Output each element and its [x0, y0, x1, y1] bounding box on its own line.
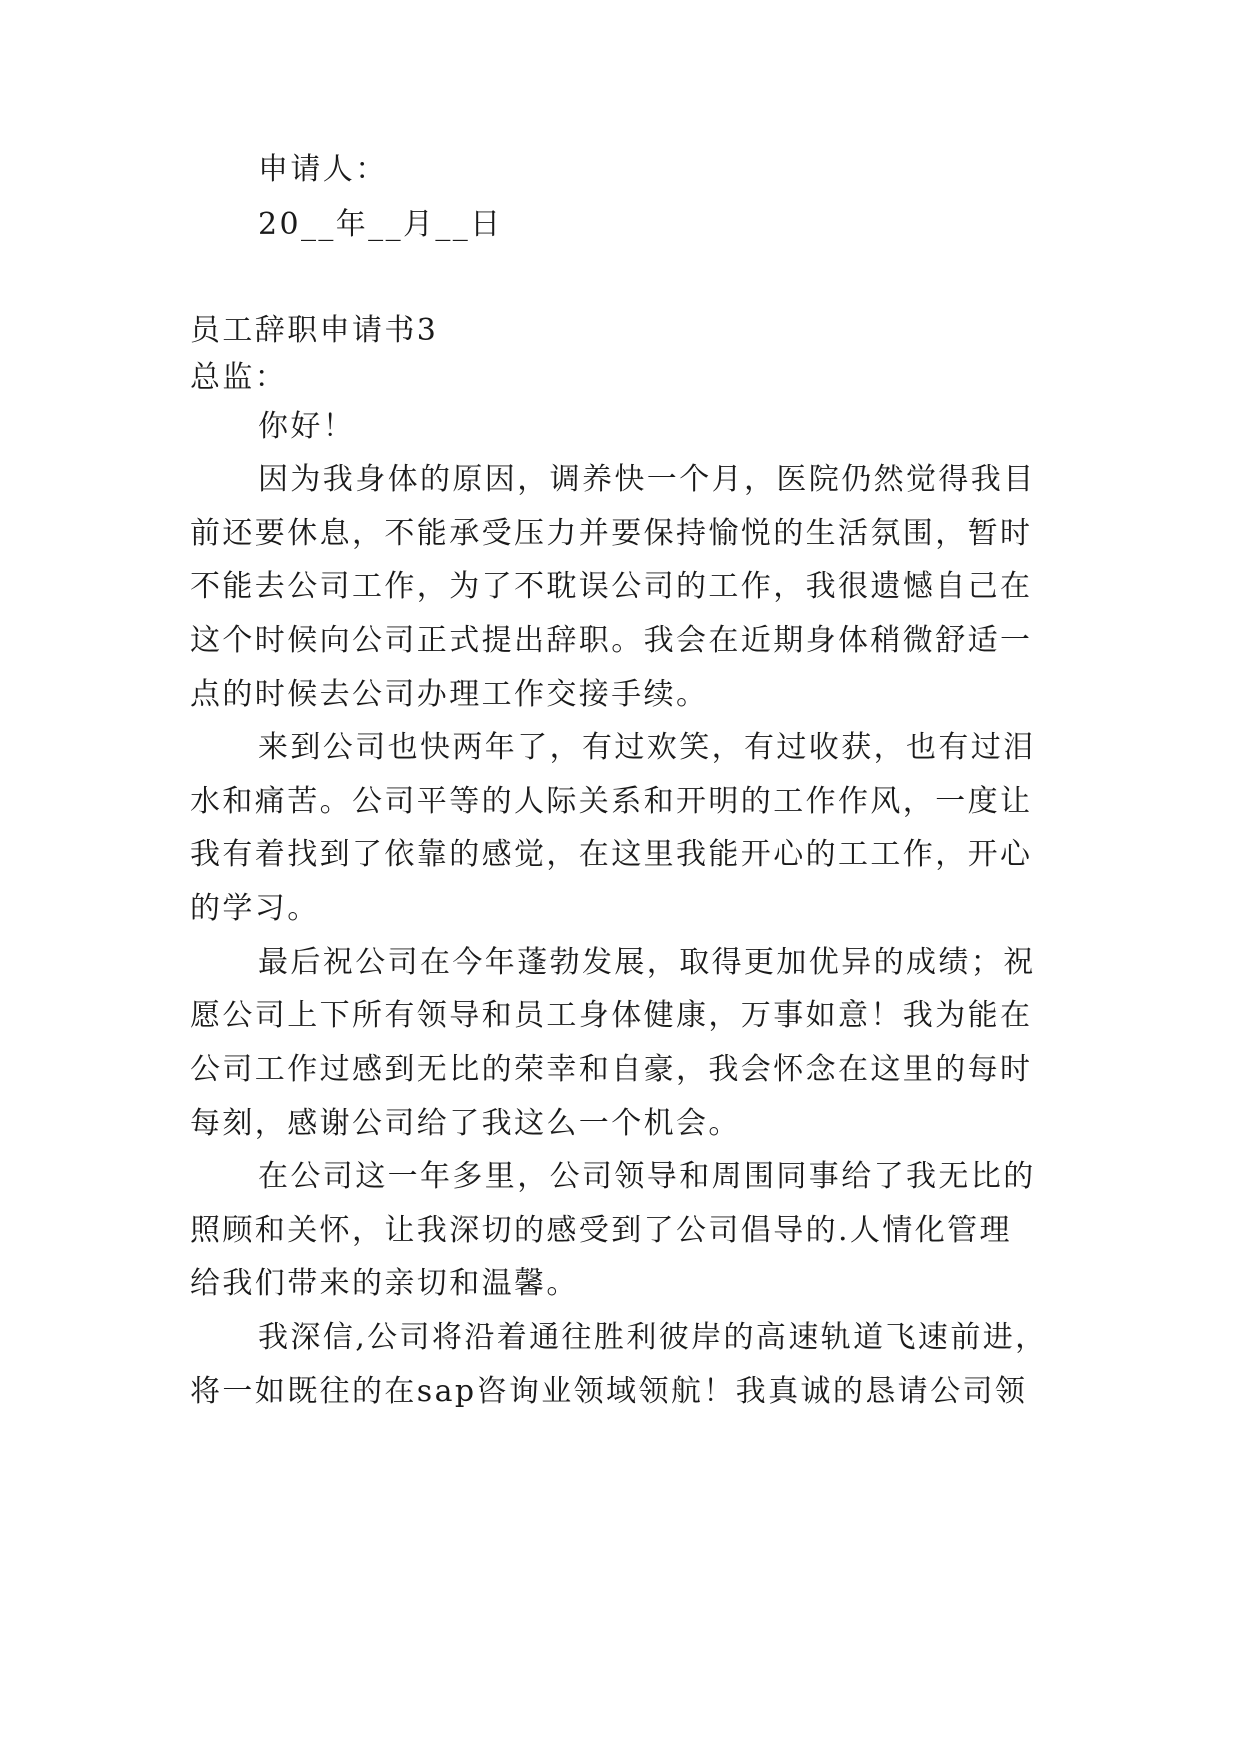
greeting: 你好！	[258, 409, 356, 444]
body-line: 最后祝公司在今年蓬勃发展，取得更加优异的成绩；祝	[258, 945, 1036, 980]
date-line: 20__年__月__日	[258, 207, 503, 242]
body-line: 水和痛苦。公司平等的人际关系和开明的工作作风，一度让	[190, 784, 1033, 819]
body-line: 前还要休息，不能承受压力并要保持愉悦的生活氛围，暂时	[190, 516, 1033, 551]
body-line: 愿公司上下所有领导和员工身体健康，万事如意！我为能在	[190, 998, 1033, 1033]
body-line: 点的时候去公司办理工作交接手续。	[190, 677, 709, 712]
body-line: 在公司这一年多里，公司领导和周围同事给了我无比的	[258, 1159, 1036, 1194]
body-line: 将一如既往的在sap咨询业领域领航！我真诚的恳请公司领	[190, 1374, 1028, 1409]
body-line: 每刻，感谢公司给了我这么一个机会。	[190, 1106, 741, 1141]
body-line: 公司工作过感到无比的荣幸和自豪，我会怀念在这里的每时	[190, 1052, 1033, 1087]
body-line: 的学习。	[190, 891, 320, 926]
body-line: 我深信,公司将沿着通往胜利彼岸的高速轨道飞速前进，	[258, 1320, 1048, 1355]
body-line: 因为我身体的原因，调养快一个月，医院仍然觉得我目	[258, 462, 1036, 497]
body-line: 我有着找到了依靠的感觉，在这里我能开心的工工作，开心	[190, 837, 1033, 872]
body-line: 给我们带来的亲切和温馨。	[190, 1266, 579, 1301]
letter-title: 员工辞职申请书3	[190, 313, 439, 348]
body-line: 来到公司也快两年了，有过欢笑，有过收获，也有过泪	[258, 730, 1036, 765]
salutation: 总监：	[190, 360, 288, 395]
body-line: 这个时候向公司正式提出辞职。我会在近期身体稍微舒适一	[190, 623, 1033, 658]
applicant-label: 申请人：	[258, 152, 388, 187]
body-line: 不能去公司工作，为了不耽误公司的工作，我很遗憾自己在	[190, 569, 1033, 604]
body-line: 照顾和关怀，让我深切的感受到了公司倡导的.人情化管理	[190, 1213, 1012, 1248]
